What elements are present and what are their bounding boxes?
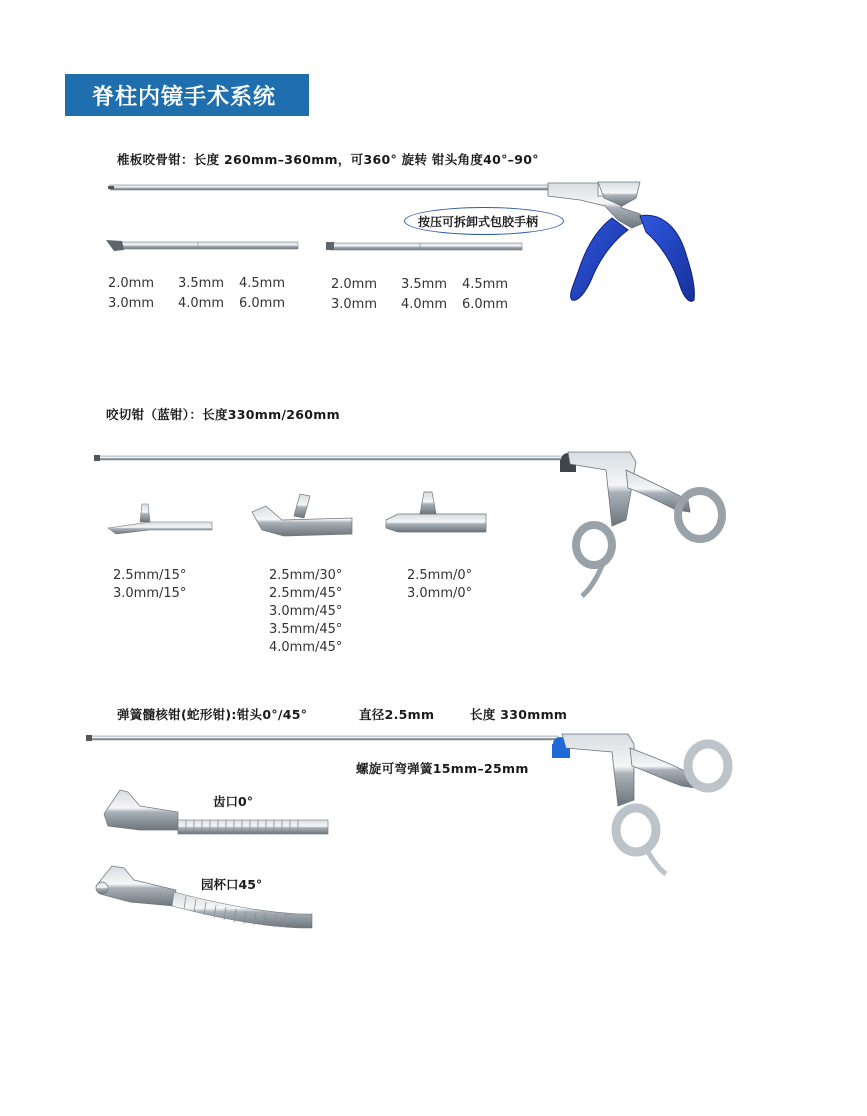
size-label: 4.0mm (401, 297, 448, 312)
section1-heading: 椎板咬骨钳：长度 260mm–360mm，可360° 旋转 钳头角度40°–90° (117, 152, 539, 167)
section3-heading: 弹簧髓核钳(蛇形钳):钳头0°/45° (117, 707, 308, 722)
size-label: 4.5mm (239, 276, 286, 291)
bite-tip-45-image (252, 494, 352, 536)
spring-note: 螺旋可弯弹簧15mm–25mm (356, 761, 529, 776)
size-label: 3.5mm (178, 276, 225, 291)
size-label: 4.0mm (178, 296, 225, 311)
bite-tip-15-image (108, 504, 212, 534)
spec-label: 3.0mm/15° (113, 586, 187, 601)
spec-label: 3.0mm/45° (269, 604, 343, 619)
spec-label: 2.5mm/45° (269, 586, 343, 601)
page-title: 脊柱内镜手术系统 (92, 85, 277, 110)
spec-label: 2.5mm/0° (407, 568, 473, 583)
spec-label: 2.5mm/30° (269, 568, 343, 583)
diameter-label: 直径2.5mm (359, 707, 435, 722)
kerrison-tip-angled-image (106, 240, 298, 251)
bite-tip-0-image (386, 492, 486, 532)
size-label: 4.5mm (462, 277, 509, 292)
size-label: 6.0mm (239, 296, 286, 311)
tip1-label: 齿口0° (213, 794, 253, 809)
section2-heading: 咬切钳（蓝钳）：长度330mm/260mm (106, 407, 340, 422)
size-label: 3.5mm (401, 277, 448, 292)
size-label: 3.0mm (331, 297, 378, 312)
kerrison-tip-straight-image (326, 242, 522, 250)
size-label: 3.0mm (108, 296, 155, 311)
spec-label: 4.0mm/45° (269, 640, 343, 655)
spec-label: 3.0mm/0° (407, 586, 473, 601)
tip2-label: 园杯口45° (201, 877, 263, 892)
spec-label: 2.5mm/15° (113, 568, 187, 583)
handle-note: 按压可拆卸式包胶手柄 (418, 215, 539, 229)
spring-forceps-image (86, 734, 728, 874)
size-label: 2.0mm (108, 276, 155, 291)
length-label: 长度 330mmm (470, 707, 568, 722)
size-label: 6.0mm (462, 297, 509, 312)
size-label: 2.0mm (331, 277, 378, 292)
spec-label: 3.5mm/45° (269, 622, 343, 637)
